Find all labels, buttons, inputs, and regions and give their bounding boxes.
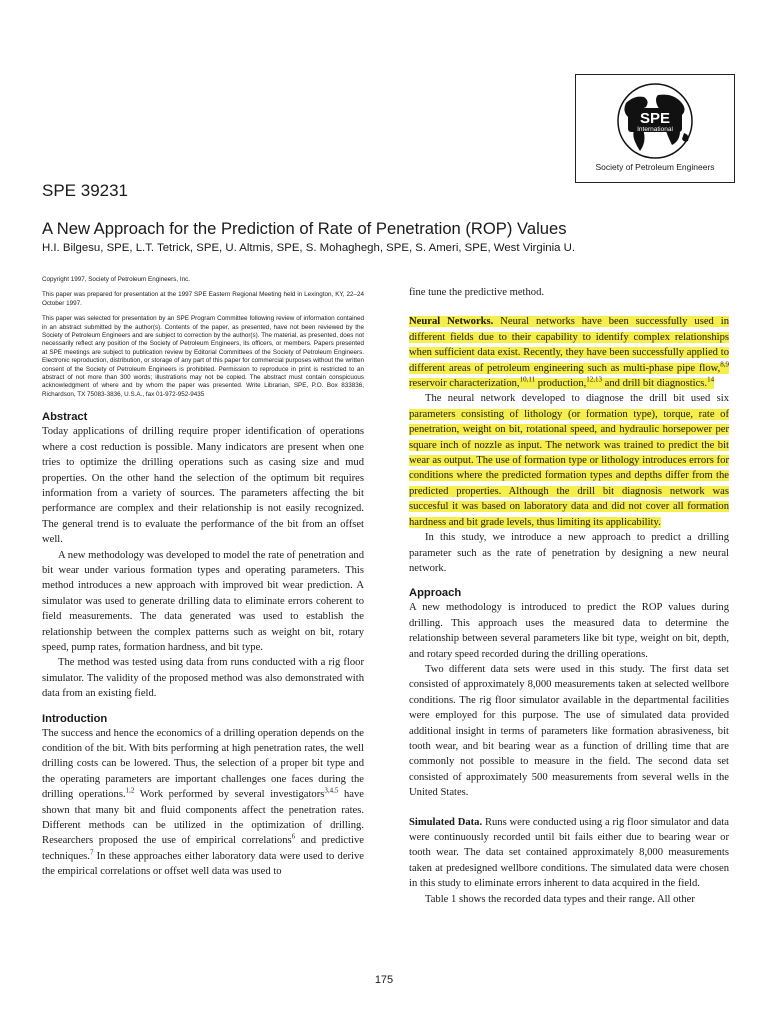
page-number: 175 (374, 974, 394, 986)
table1-paragraph: Table 1 shows the recorded data types and their range. All other (425, 893, 695, 905)
intro-text-c: have shown that many bit and fluid components affect the penetration rates. Different methods can be utilized in the optimization of drilling. Researchers proposed the use of empirical correlations (42, 789, 364, 847)
nn-text-d: and drill bit diagnostics. (602, 378, 708, 390)
globe-icon (596, 81, 714, 161)
abstract-heading: Abstract (42, 411, 88, 424)
nn-ref-3: 12,13 (586, 375, 603, 384)
nn-ref-2: 10,11 (519, 375, 536, 384)
nn-text-a: Neural networks have been successfully used in different fields due to their capability to identify complex relationships when sufficient data exist. Recently, they have been successfully applied to different areas of petroleum engineering such as multi-phase pipe flow, (409, 316, 729, 374)
spe-logo (575, 74, 735, 183)
simulated-data-text: Runs were conducted using a rig floor simulator and data were continuously recorded until bit fails either due to bearing wear or tooth wear. The data set contained approximately 8,000 measurements taken at predesigned wellbore conditions. The simulated data were chosen in this study to eliminate errors inherent to data acquired in the field. (409, 816, 730, 890)
intro-text-e: In these approaches either laboratory data were used to derive the empirical correlations or offset well data was used to (42, 850, 364, 878)
new-approach-paragraph: In this study, we introduce a new approach to predict a drilling parameter such as the rate of penetration by designing a new neural network. (409, 532, 729, 574)
intro-text-a: The success and hence the economics of a drilling operation depends on the condition of the bit. With bits performing at high penetration rates, the well drilling costs can be lowered. Thus, the selection of a proper bit type and the operating parameters are important challenges one faces during the drilling operations. (42, 727, 364, 801)
right-column (409, 285, 729, 907)
simulated-data-paragraph (409, 815, 729, 892)
drill-bit-text-plain: The neural network developed to diagnose the drill bit used six (425, 393, 729, 405)
logo-international-text: International (637, 126, 673, 133)
intro-ref-3: 6 (291, 832, 296, 841)
logo-spe-text: SPE (639, 110, 671, 127)
paper-authors: H.I. Bilgesu, SPE, L.T. Tetrick, SPE, U. Altmis, SPE, S. Mohaghegh, SPE, S. Ameri, SPE, West Virginia U. (42, 242, 576, 254)
abstract-paragraph-2: A new methodology was developed to model the rate of penetration and bit wear under various formation types and operating parameters. This method introduces a new approach with improved bit wear prediction. A simulator was used to generate drilling data to eliminate errors coherent to field measurements. The data generated was used to establish the relationship between the complex patterns such as weight on bit, rotary speed, pump rates, formation hardness, and bit type. (42, 549, 364, 653)
neural-networks-paragraph (409, 314, 729, 391)
intro-ref-2: 3,4,5 (324, 786, 339, 795)
intro-text-d: and predictive techniques. (42, 835, 364, 862)
paper-number: SPE 39231 (42, 181, 129, 200)
nn-text-b: reservoir characterization, (409, 378, 520, 390)
introduction-heading: Introduction (42, 712, 108, 725)
nn-ref-1: 8,9 (720, 360, 729, 369)
drill-bit-text-highlighted: parameters consisting of lithology (or formation type), torque, rate of penetration, weight on bit, rotational speed, and hydraulic horsepower per square inch of nozzle as input. The network was trained to predict the bit wear as output. The use of formation type or lithology introduces errors for conditions where the predicted formation types and depths differ from the predicted properties. Although the drill bit diagnosis network was succesful it was based on laboratory data and did not cover all formation hardness and bit grade levels, thus limiting its applicability. (409, 408, 729, 528)
abstract-paragraph-1: Today applications of drilling require proper identification of operations where a cost reduction is possible. Many indicators are present when one tries to optimize the drilling operations such as casing size and mud properties. On the other hand the selection of the optimum bit requires information from a variety of sources. The parameters affecting the bit performance are complex and their relationship is not easily recognized. The general trend is to evaluate the performance of the bit from an offset well. (42, 426, 364, 546)
approach-paragraph-2: Two different data sets were used in this study. The first data set consisted of approximately 8,000 measurements taken at selected wellbore conditions. The rig floor simulator available in the departmental facilities were employed for this purpose. The use of simulated data provided additional insight in terms of parameters like formation abrasiveness, bit tooth wear, and bit bearing wear as a function of drilling time that are commonly not possible to measure in the field. The second data set consisted of approximately 500 measurements from several wells in the United States. (409, 663, 729, 799)
abstract-paragraph-3: The method was tested using data from runs conducted with a rig floor simulator. The validity of the proposed method was also demonstrated with data from an existing field. (42, 657, 364, 700)
simulated-data-runin: Simulated Data. (409, 816, 483, 828)
paper-title: A New Approach for the Prediction of Rate of Penetration (ROP) Values (42, 219, 567, 238)
neural-networks-runin: Neural Networks. (409, 316, 494, 328)
approach-paragraph-1: A new methodology is introduced to predict the ROP values during drilling. This approach uses the measured data to determine the relationship between several parameters like bit type, weight on bit, depth, and rotary speed recorded during the drilling operations. (409, 602, 729, 660)
nn-text-c: production, (535, 378, 587, 390)
copyright-notice: Copyright 1997, Society of Petroleum Engineers, Inc. (42, 276, 191, 283)
presentation-notice: This paper was prepared for presentation at the 1997 SPE Eastern Regional Meeting held in Lexington, KY, 22–24 October 1997. (42, 291, 364, 307)
left-column (42, 276, 364, 880)
continued-text: fine tune the predictive method. (409, 287, 545, 298)
logo-caption: Society of Petroleum Engineers (595, 162, 715, 172)
drill-bit-network-paragraph (409, 391, 729, 530)
approach-heading: Approach (409, 587, 462, 600)
intro-ref-1: 1,2 (125, 786, 135, 795)
selection-notice: This paper was selected for presentation by an SPE Program Committee following review of information contained in an abstract submitted by the author(s). Contents of the paper, as presented, have not been reviewed by the Society of Petroleum Engineers and are subject to correction by the author(s). The material, as presented, does not necessarily reflect any position of the Society of Petroleum Engineers, its officers, or members. Papers presented at SPE meetings are subject to publication review by Editorial Committees of the Society of Petroleum Engineers. Electronic reproduction, distribution, or storage of any part of this paper for commercial purposes without the written consent of the Society of Petroleum Engineers is prohibited. Permission to reproduce in print is restricted to an abstract of not more than 300 words; illustrations may not be copied. The abstract must contain conspicuous acknowledgment of where and by whom the paper was presented. Write Librarian, SPE, P.O. Box 833836, Richardson, TX 75083-3836, U.S.A., fax 01-972-952-9435 (42, 315, 364, 398)
intro-text-b: Work performed by several investigators (134, 789, 325, 801)
nn-ref-4: 14 (707, 375, 715, 384)
intro-ref-4: 7 (89, 848, 94, 857)
introduction-paragraph-1 (42, 726, 364, 880)
